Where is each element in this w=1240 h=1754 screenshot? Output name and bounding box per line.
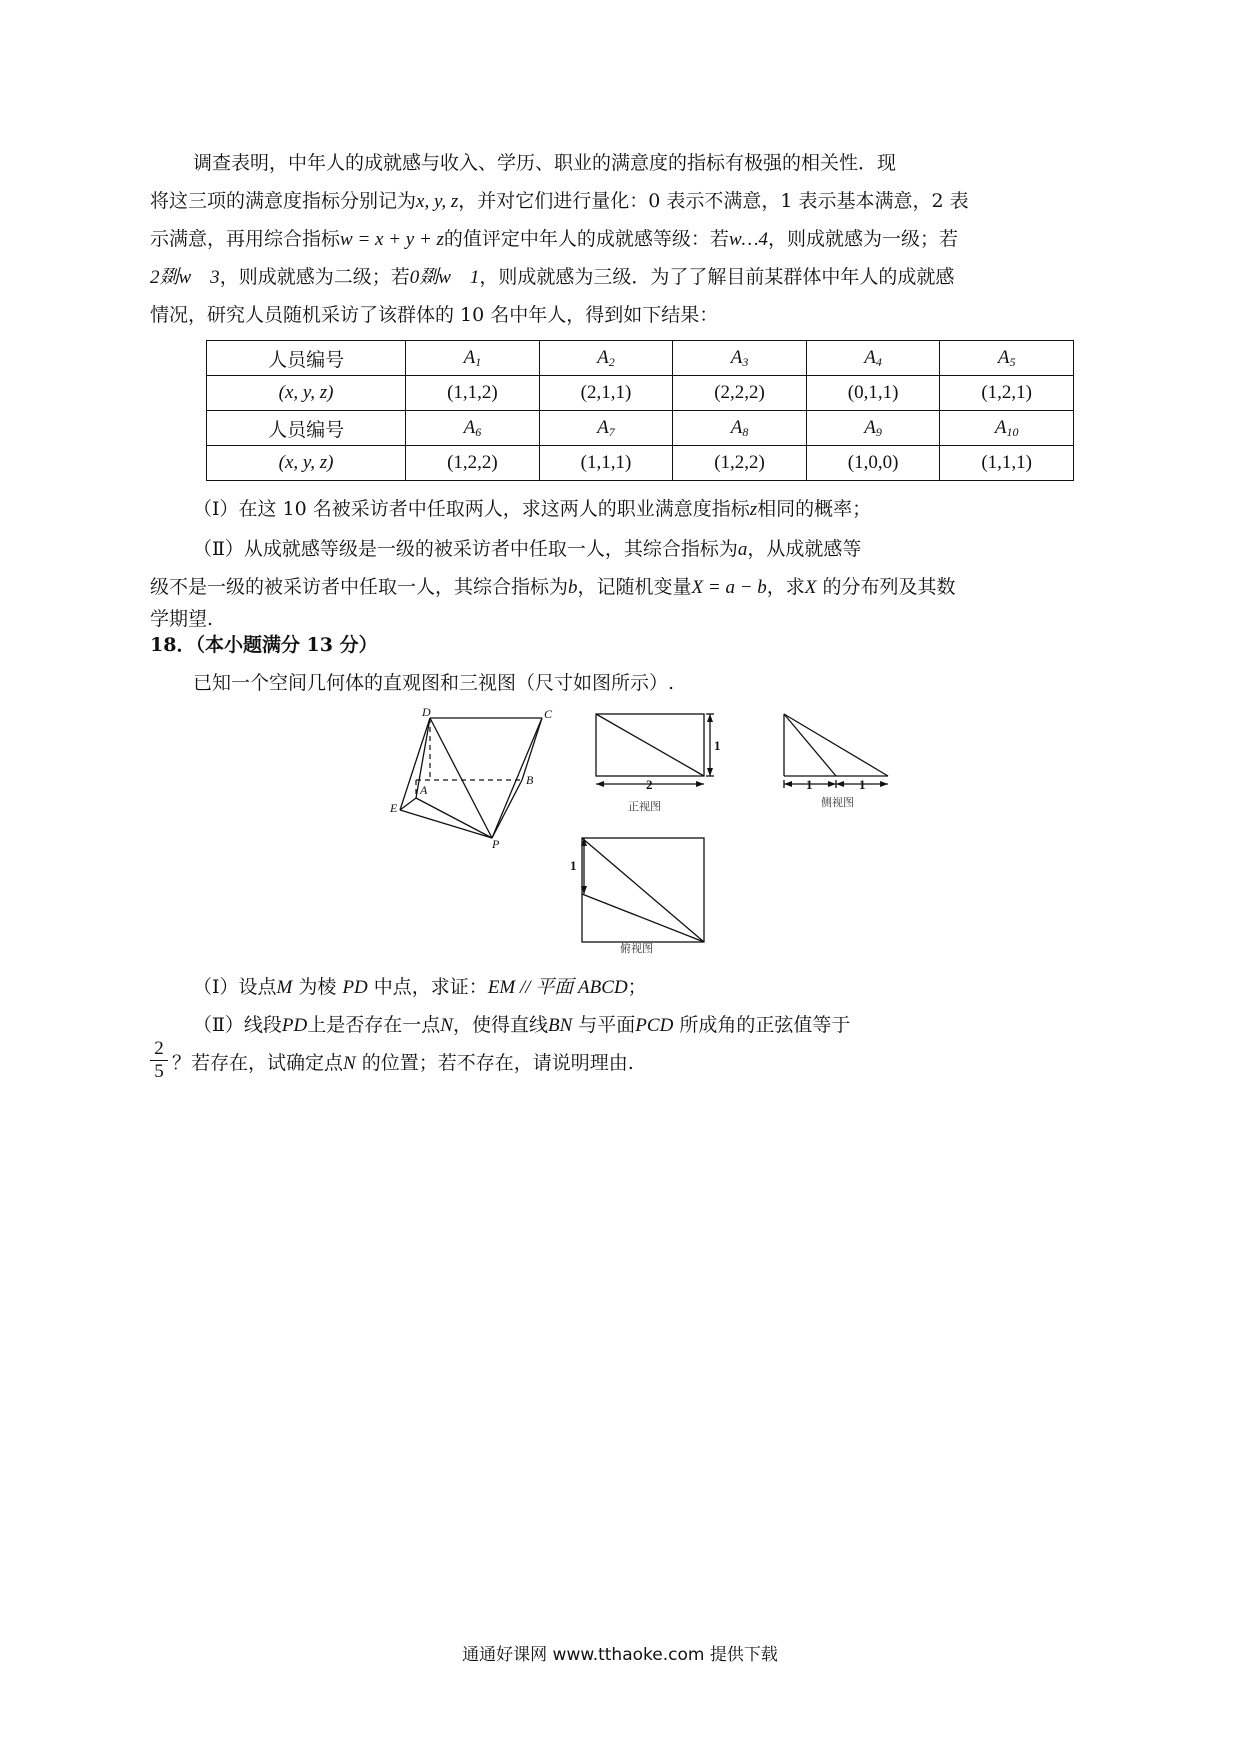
math-n: N [440, 1015, 453, 1036]
edge-dp [430, 718, 492, 838]
p18-q1-line [193, 974, 647, 1001]
person-id: $A_1$ [406, 341, 540, 376]
q1-line [193, 496, 871, 523]
person-id: $A_8$ [673, 411, 807, 446]
q2-text: 级不是一级的被采访者中任取一人，其综合指标为 [150, 576, 569, 598]
top-view [570, 834, 720, 946]
q-text: ，使得直线 [452, 1014, 548, 1036]
para-text: ，则成就感为二级；若 [219, 266, 410, 288]
fraction-denominator: 5 [154, 1061, 164, 1082]
math-w-formula: w = x + y + z [340, 229, 444, 250]
q2-text: 的分布列及其数 [816, 576, 956, 598]
para-line-5 [150, 302, 718, 328]
front-diagonal [596, 714, 704, 776]
page-footer: 通通好课网 www.tthaoke.com 提供下载 [462, 1645, 778, 1665]
table-cell: (1,2,2) [673, 446, 807, 481]
table-row [207, 341, 1074, 376]
table-cell: (1,0,0) [806, 446, 940, 481]
table-cell: (0,1,1) [806, 376, 940, 411]
arrow-head [707, 714, 713, 722]
math-xyz: x, y, z [416, 191, 459, 212]
math-n: N [343, 1053, 356, 1074]
math-m: M [276, 977, 293, 998]
person-id: $A_3$ [673, 341, 807, 376]
side-dim-2: 1 [859, 777, 866, 792]
arrow-head [696, 781, 704, 787]
fraction-numerator: 2 [150, 1038, 168, 1061]
person-id: $A_4$ [806, 341, 940, 376]
table-cell: (1,1,1) [940, 446, 1074, 481]
intro-text: 已知一个空间几何体的直观图和三视图（尺寸如图所示）. [193, 672, 675, 694]
table-row [207, 446, 1074, 481]
front-view-caption: 正视图 [628, 800, 661, 813]
table-row [207, 376, 1074, 411]
problem-18-intro [193, 670, 674, 696]
math-a: a [737, 539, 748, 560]
para-line-4 [150, 264, 954, 291]
para-text: 示满意，再用综合指标 [150, 228, 341, 250]
label-c: C [544, 707, 553, 721]
table-cell: (1,2,2) [406, 446, 540, 481]
q-text: ； [627, 976, 647, 998]
q-text: （Ⅱ）线段 [193, 1014, 282, 1036]
q1-text: （Ⅰ）在这 10 名被采访者中任取两人，求这两人的职业满意度指标 [193, 498, 750, 520]
q-text: 中点，求证： [367, 976, 488, 998]
math-x-eq: X = a − b [691, 577, 767, 598]
person-id: $A_{10}$ [940, 411, 1074, 446]
arrow-head [596, 781, 604, 787]
edge-cb [522, 718, 542, 780]
edge-bp [492, 780, 522, 838]
label-p: P [492, 837, 500, 851]
fraction-two-fifths [150, 1038, 168, 1083]
p18-q2-line-2 [172, 1050, 634, 1077]
problem-title: 18．（本小题满分 13 分） [150, 634, 378, 656]
q-text: 上是否存在一点 [307, 1014, 441, 1036]
top-diagonal [582, 894, 704, 942]
side-dim-1: 1 [806, 777, 813, 792]
front-view [592, 708, 722, 808]
para-text: 情况，研究人员随机采访了该群体的 10 名中年人，得到如下结果： [150, 304, 719, 326]
top-view-caption: 俯视图 [620, 942, 653, 955]
para-text: 将这三项的满意度指标分别记为 [150, 190, 417, 212]
survey-table [206, 340, 1074, 481]
top-diagonal [582, 838, 704, 942]
math-pd: PD [342, 977, 368, 998]
table-cell: (1,2,1) [940, 376, 1074, 411]
person-id: $A_2$ [539, 341, 673, 376]
q-text: ？若存在，试确定点 [172, 1052, 344, 1074]
q-text: （Ⅰ）设点 [193, 976, 277, 998]
side-view [776, 708, 896, 798]
math-X: X [804, 577, 817, 598]
label-a: A [420, 783, 428, 797]
person-id: $A_7$ [539, 411, 673, 446]
person-id: $A_6$ [406, 411, 540, 446]
q-text: 的位置；若不存在，请说明理由. [355, 1052, 634, 1074]
para-text: 调查表明，中年人的成就感与收入、学历、职业的满意度的指标有极强的相关性．现 [193, 152, 897, 174]
para-text: ，并对它们进行量化：0 表示不满意，1 表示基本满意，2 表 [458, 190, 969, 212]
person-id: $A_9$ [806, 411, 940, 446]
problem-18-title [150, 632, 378, 658]
arrow-head [784, 781, 792, 787]
q2-line-1 [193, 536, 861, 563]
q2-text: （Ⅱ）从成就感等级是一级的被采访者中任取一人，其综合指标为 [193, 538, 738, 560]
label-d: D [422, 706, 431, 719]
p18-q2-line [193, 1012, 850, 1039]
para-line-2 [150, 188, 969, 215]
label-b: B [526, 773, 534, 787]
q-text: 与平面 [572, 1014, 636, 1036]
table-cell: (1,1,1) [539, 446, 673, 481]
q2-text: ，求 [766, 576, 805, 598]
para-line-3 [150, 226, 958, 253]
label-e: E [390, 801, 398, 815]
person-id: $A_5$ [940, 341, 1074, 376]
para-text: 的值评定中年人的成就感等级：若 [443, 228, 729, 250]
edge-cp [492, 718, 542, 838]
q2-line-2 [150, 574, 955, 601]
q2-text: 学期望. [150, 608, 214, 630]
side-inner [784, 714, 836, 776]
xyz-header: (x, y, z) [207, 446, 406, 481]
math-b: b [568, 577, 578, 598]
arrow-head [828, 781, 836, 787]
xyz-header: (x, y, z) [207, 376, 406, 411]
top-dim: 1 [570, 858, 577, 873]
q1-text: 相同的概率； [757, 498, 872, 520]
arrow-head [880, 781, 888, 787]
table-cell: (1,1,2) [406, 376, 540, 411]
front-dim-w: 2 [646, 777, 653, 792]
front-dim-h: 1 [714, 738, 721, 753]
math-w-ge-4: w…4 [728, 229, 769, 250]
id-header: 人员编号 [207, 411, 406, 446]
math-pd: PD [281, 1015, 308, 1036]
table-cell: (2,1,1) [539, 376, 673, 411]
math-range-2-3: 2剟w 3 [150, 267, 220, 288]
table-cell: (2,2,2) [673, 376, 807, 411]
q2-text: ，从成就感等 [747, 538, 862, 560]
q2-line-3 [150, 606, 213, 632]
q-text: 所成角的正弦值等于 [673, 1014, 851, 1036]
q2-text: ，记随机变量 [577, 576, 692, 598]
side-view-caption: 侧视图 [821, 796, 854, 809]
math-range-0-1: 0剟w 1 [409, 267, 480, 288]
para-line-1 [193, 150, 896, 176]
q-text: 为棱 [292, 976, 343, 998]
math-z: z [749, 499, 758, 520]
math-em-parallel: EM // 平面 ABCD [487, 977, 628, 998]
para-text: ，则成就感为一级；若 [768, 228, 959, 250]
math-pcd: PCD [635, 1015, 674, 1036]
arrow-head [836, 781, 844, 787]
side-edge [784, 714, 888, 776]
table-row [207, 411, 1074, 446]
para-text: ，则成就感为三级．为了了解目前某群体中年人的成就感 [479, 266, 955, 288]
math-bn: BN [547, 1015, 573, 1036]
perspective-diagram [390, 706, 580, 856]
arrow-head [707, 768, 713, 776]
id-header: 人员编号 [207, 341, 406, 376]
